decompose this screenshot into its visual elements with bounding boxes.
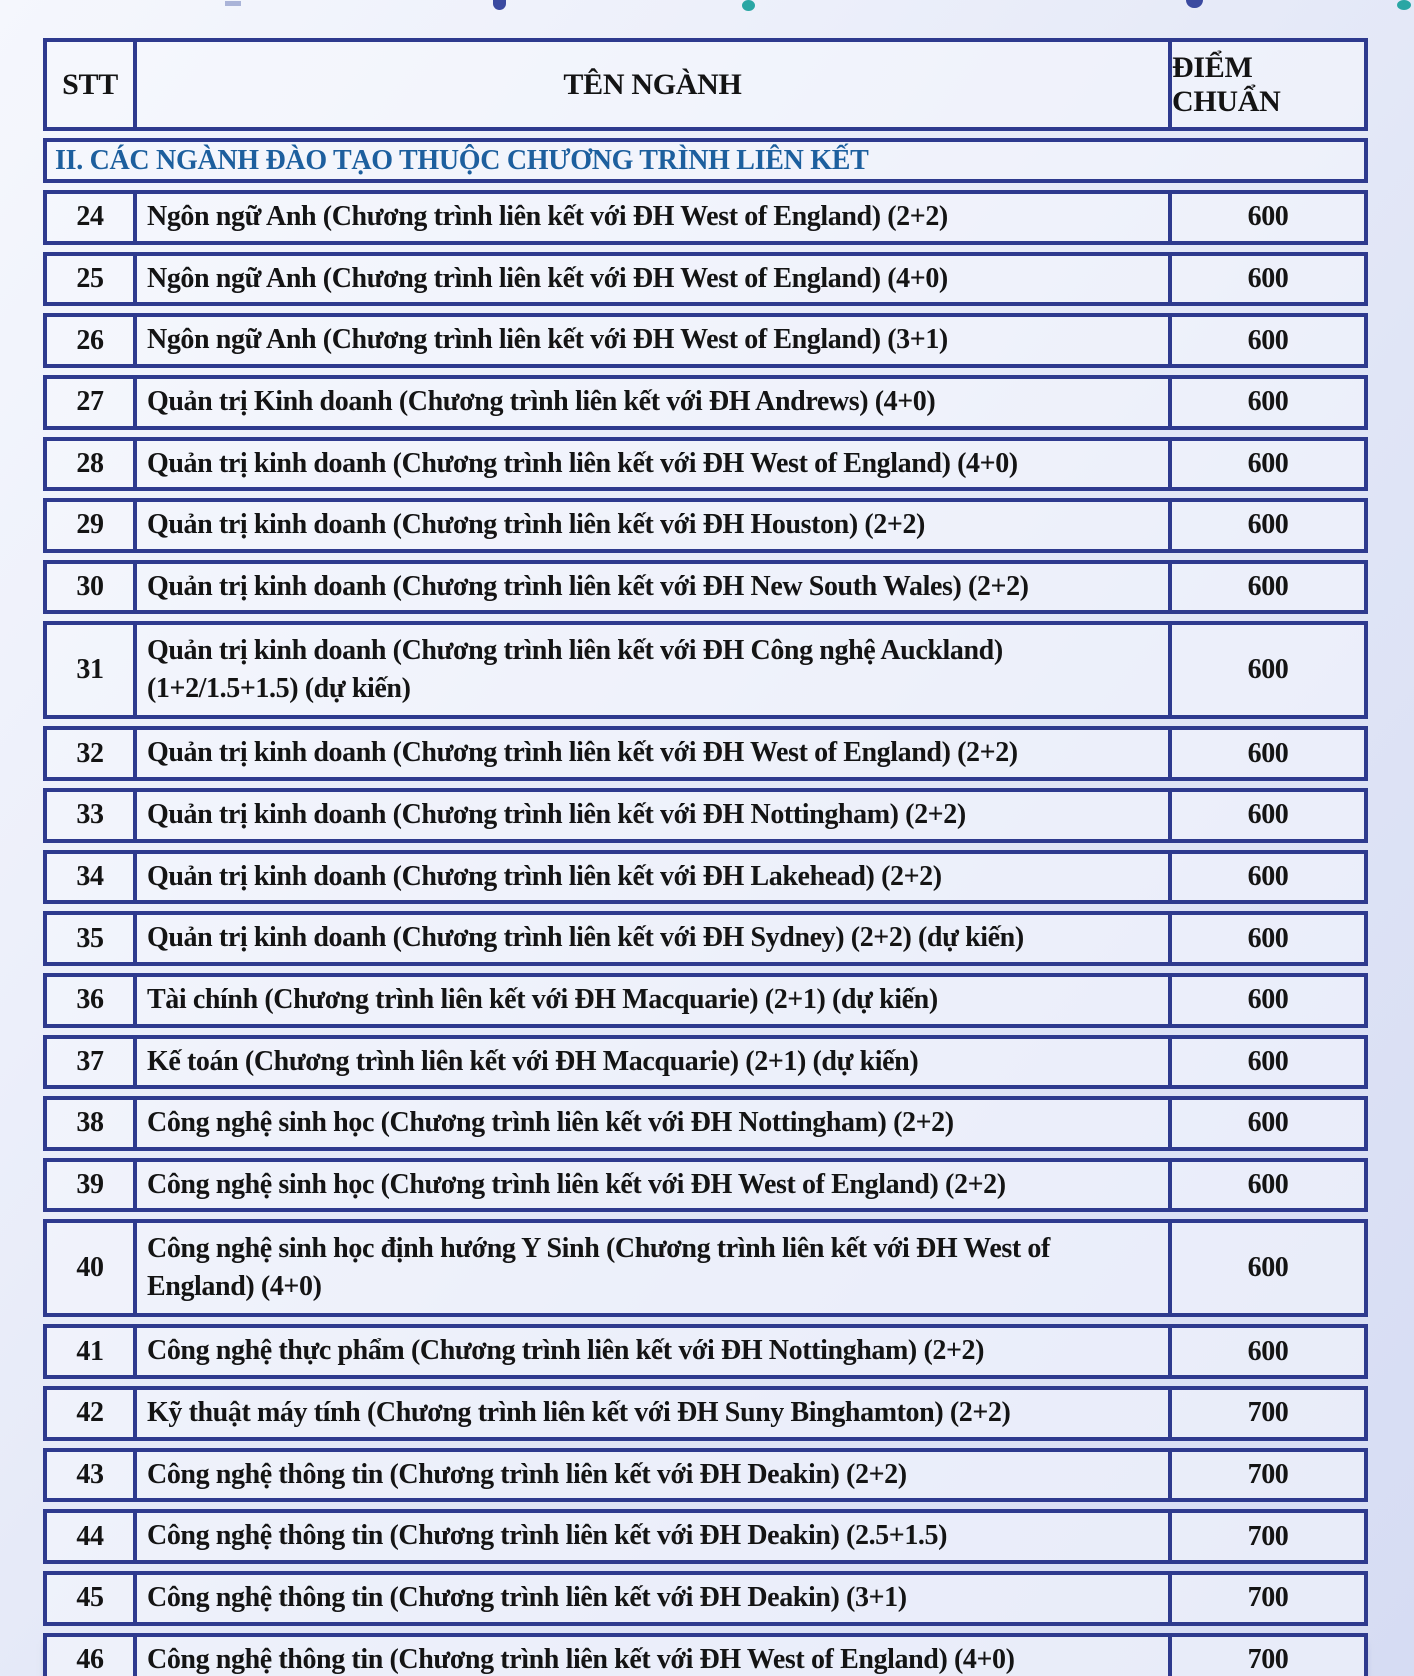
table-row <box>43 1633 1368 1676</box>
row-number-label: 27 <box>76 386 104 418</box>
row-number <box>47 730 133 777</box>
row-score-label: 600 <box>1247 799 1289 831</box>
row-number <box>47 1637 133 1676</box>
row-score-label: 600 <box>1247 860 1289 892</box>
row-major-name <box>133 564 1168 611</box>
row-score-label: 600 <box>1247 324 1289 356</box>
row-major-name <box>133 256 1168 303</box>
row-number-label: 41 <box>76 1335 104 1367</box>
row-major-name-label: Quản trị kinh doanh (Chương trình liên kết với ĐH West of England) (4+0) <box>147 447 1018 479</box>
table-row <box>43 1096 1368 1151</box>
table-header-row <box>43 38 1368 131</box>
row-score <box>1168 1100 1364 1147</box>
row-score <box>1168 915 1364 962</box>
row-score <box>1168 1390 1364 1437</box>
row-major-name <box>133 1039 1168 1086</box>
row-major-name-label: Công nghệ thông tin (Chương trình liên kết với ĐH Deakin) (3+1) <box>147 1581 907 1613</box>
row-score-label: 600 <box>1247 571 1289 603</box>
row-number-label: 26 <box>76 324 104 356</box>
row-number-label: 33 <box>76 799 104 831</box>
row-major-name <box>133 1513 1168 1560</box>
row-number <box>47 441 133 488</box>
row-major-name-label: Quản trị kinh doanh (Chương trình liên kết với ĐH Sydney) (2+2) (dự kiến) <box>147 922 1024 954</box>
section-header-label: II. CÁC NGÀNH ĐÀO TẠO THUỘC CHƯƠNG TRÌNH LIÊN KẾT <box>55 144 869 176</box>
row-score-label: 600 <box>1247 654 1289 686</box>
row-number-label: 25 <box>76 262 104 294</box>
row-number <box>47 1452 133 1499</box>
row-major-name-label: Công nghệ sinh học (Chương trình liên kết với ĐH West of England) (2+2) <box>147 1168 1006 1200</box>
row-score-label: 600 <box>1247 201 1289 233</box>
row-score <box>1168 792 1364 839</box>
table-row <box>43 1035 1368 1090</box>
table-row <box>43 437 1368 492</box>
row-score <box>1168 502 1364 549</box>
row-major-name <box>133 854 1168 901</box>
row-number <box>47 1575 133 1622</box>
row-number-label: 46 <box>76 1643 104 1675</box>
row-number-label: 28 <box>76 447 104 479</box>
row-number-label: 32 <box>76 737 104 769</box>
row-score-label: 600 <box>1247 922 1289 954</box>
row-score-label: 700 <box>1247 1643 1289 1675</box>
row-score <box>1168 1637 1364 1676</box>
row-number-label: 44 <box>76 1520 104 1552</box>
row-major-name-label: Quản trị kinh doanh (Chương trình liên kết với ĐH Houston) (2+2) <box>147 509 925 541</box>
row-number-label: 42 <box>76 1397 104 1429</box>
row-major-name-label: Ngôn ngữ Anh (Chương trình liên kết với ĐH West of England) (2+2) <box>147 201 948 232</box>
row-major-name <box>133 1390 1168 1437</box>
row-number <box>47 1513 133 1560</box>
table-row <box>43 726 1368 781</box>
row-score-label: 700 <box>1247 1582 1289 1614</box>
row-score <box>1168 1452 1364 1499</box>
table-row <box>43 190 1368 245</box>
row-major-name-label: Công nghệ sinh học (Chương trình liên kết với ĐH Nottingham) (2+2) <box>147 1107 954 1139</box>
row-major-name-label: Quản trị Kinh doanh (Chương trình liên kết với ĐH Andrews) (4+0) <box>147 385 936 417</box>
row-major-name-label: Công nghệ thông tin (Chương trình liên kết với ĐH Deakin) (2+2) <box>147 1458 907 1490</box>
header-diem-chuan <box>1168 42 1364 127</box>
row-number <box>47 1100 133 1147</box>
table-row <box>43 252 1368 307</box>
row-number-label: 29 <box>76 509 104 541</box>
row-major-name <box>133 977 1168 1024</box>
row-number-label: 35 <box>76 922 104 954</box>
row-major-name-label: Công nghệ thông tin (Chương trình liên kết với ĐH West of England) (4+0) <box>147 1643 1015 1675</box>
row-score <box>1168 379 1364 426</box>
row-score <box>1168 1162 1364 1209</box>
header-stt-label: STT <box>62 67 118 101</box>
row-number-label: 45 <box>76 1582 104 1614</box>
cropped-text-remnant <box>493 0 506 10</box>
row-major-name <box>133 1452 1168 1499</box>
row-major-name <box>133 730 1168 777</box>
row-major-name-label: Quản trị kinh doanh (Chương trình liên kết với ĐH Công nghệ Auckland) (1+2/1.5+1.5) (dự kiến) <box>147 634 1003 705</box>
row-major-name-label: Ngôn ngữ Anh (Chương trình liên kết với ĐH West of England) (4+0) <box>147 262 948 294</box>
table-row <box>43 1571 1368 1626</box>
row-score <box>1168 730 1364 777</box>
row-major-name-label: Kế toán (Chương trình liên kết với ĐH Macquarie) (2+1) (dự kiến) <box>147 1045 919 1077</box>
row-score <box>1168 564 1364 611</box>
row-major-name-label: Công nghệ thực phẩm (Chương trình liên kết với ĐH Nottingham) (2+2) <box>147 1335 985 1367</box>
row-major-name <box>133 317 1168 364</box>
row-major-name <box>133 792 1168 839</box>
row-major-name <box>133 194 1168 241</box>
cropped-text-remnant <box>742 0 755 11</box>
row-major-name <box>133 1328 1168 1375</box>
table-row <box>43 850 1368 905</box>
table-row <box>43 621 1368 719</box>
table-row <box>43 313 1368 368</box>
row-number <box>47 792 133 839</box>
header-stt <box>47 42 133 127</box>
row-score-label: 600 <box>1247 737 1289 769</box>
header-diem-chuan-label: ĐIỂM CHUẨN <box>1172 50 1281 118</box>
row-number-label: 30 <box>76 571 104 603</box>
row-major-name <box>133 915 1168 962</box>
row-number <box>47 317 133 364</box>
row-number <box>47 977 133 1024</box>
row-score <box>1168 1575 1364 1622</box>
row-major-name-label: Công nghệ sinh học định hướng Y Sinh (Chương trình liên kết với ĐH West of England) (4+0) <box>147 1232 1050 1303</box>
table-row <box>43 973 1368 1028</box>
row-number <box>47 379 133 426</box>
row-number-label: 36 <box>76 984 104 1016</box>
row-major-name <box>133 379 1168 426</box>
row-score <box>1168 1039 1364 1086</box>
row-number <box>47 1390 133 1437</box>
row-major-name <box>133 625 1168 715</box>
row-score <box>1168 441 1364 488</box>
row-number <box>47 1223 133 1313</box>
cropped-text-remnant <box>1397 0 1411 10</box>
row-score <box>1168 1328 1364 1375</box>
row-score-label: 600 <box>1247 984 1289 1016</box>
row-major-name-label: Quản trị kinh doanh (Chương trình liên kết với ĐH Lakehead) (2+2) <box>147 860 942 892</box>
row-score <box>1168 194 1364 241</box>
row-major-name <box>133 441 1168 488</box>
table-row <box>43 1324 1368 1379</box>
row-number <box>47 625 133 715</box>
row-number <box>47 502 133 549</box>
row-score-label: 600 <box>1247 1107 1289 1139</box>
header-ten-nganh <box>133 42 1168 127</box>
row-score <box>1168 1513 1364 1560</box>
row-number <box>47 1162 133 1209</box>
row-number-label: 31 <box>76 654 104 686</box>
table-row <box>43 375 1368 430</box>
row-major-name-label: Tài chính (Chương trình liên kết với ĐH Macquarie) (2+1) (dự kiến) <box>147 983 938 1015</box>
row-number <box>47 915 133 962</box>
row-major-name-label: Quản trị kinh doanh (Chương trình liên kết với ĐH West of England) (2+2) <box>147 737 1018 769</box>
section-header-row <box>43 138 1368 183</box>
table-row <box>43 1219 1368 1317</box>
row-score-label: 700 <box>1247 1397 1289 1429</box>
row-number <box>47 854 133 901</box>
row-score-label: 600 <box>1247 262 1289 294</box>
row-number <box>47 194 133 241</box>
admission-score-table <box>43 38 1368 1676</box>
row-number-label: 37 <box>76 1045 104 1077</box>
row-major-name-label: Quản trị kinh doanh (Chương trình liên kết với ĐH Nottingham) (2+2) <box>147 799 966 830</box>
row-score-label: 600 <box>1247 447 1289 479</box>
row-major-name <box>133 1162 1168 1209</box>
row-score-label: 600 <box>1247 1169 1289 1201</box>
cropped-text-remnant <box>225 1 241 6</box>
row-score <box>1168 1223 1364 1313</box>
row-major-name <box>133 1575 1168 1622</box>
table-row <box>43 1158 1368 1213</box>
table-rows <box>43 190 1368 1676</box>
row-major-name-label: Quản trị kinh doanh (Chương trình liên kết với ĐH New South Wales) (2+2) <box>147 570 1029 602</box>
table-row <box>43 911 1368 966</box>
row-number-label: 39 <box>76 1169 104 1201</box>
row-score <box>1168 625 1364 715</box>
row-score-label: 600 <box>1247 1045 1289 1077</box>
row-number <box>47 1039 133 1086</box>
row-score <box>1168 854 1364 901</box>
row-major-name <box>133 502 1168 549</box>
table-row <box>43 1509 1368 1564</box>
row-score <box>1168 317 1364 364</box>
row-major-name-label: Công nghệ thông tin (Chương trình liên kết với ĐH Deakin) (2.5+1.5) <box>147 1520 948 1552</box>
row-score-label: 600 <box>1247 1252 1289 1284</box>
row-score-label: 600 <box>1247 386 1289 418</box>
row-major-name-label: Ngôn ngữ Anh (Chương trình liên kết với ĐH West of England) (3+1) <box>147 324 948 356</box>
row-number <box>47 256 133 303</box>
row-number-label: 34 <box>76 860 104 892</box>
row-score-label: 600 <box>1247 509 1289 541</box>
table-row <box>43 560 1368 615</box>
row-score <box>1168 977 1364 1024</box>
table-row <box>43 1386 1368 1441</box>
header-ten-nganh-label: TÊN NGÀNH <box>563 67 742 101</box>
row-number-label: 43 <box>76 1458 104 1490</box>
row-number-label: 40 <box>76 1252 104 1284</box>
row-score-label: 700 <box>1247 1458 1289 1490</box>
row-score-label: 600 <box>1247 1335 1289 1367</box>
row-number <box>47 564 133 611</box>
row-major-name <box>133 1223 1168 1313</box>
row-major-name <box>133 1100 1168 1147</box>
cropped-text-remnant <box>1186 0 1203 8</box>
table-row <box>43 498 1368 553</box>
row-score <box>1168 256 1364 303</box>
row-number-label: 24 <box>76 201 104 233</box>
row-major-name <box>133 1637 1168 1676</box>
row-score-label: 700 <box>1247 1520 1289 1552</box>
row-number <box>47 1328 133 1375</box>
table-row <box>43 1448 1368 1503</box>
row-major-name-label: Kỹ thuật máy tính (Chương trình liên kết với ĐH Suny Binghamton) (2+2) <box>147 1397 1011 1428</box>
row-number-label: 38 <box>76 1107 104 1139</box>
table-row <box>43 788 1368 843</box>
